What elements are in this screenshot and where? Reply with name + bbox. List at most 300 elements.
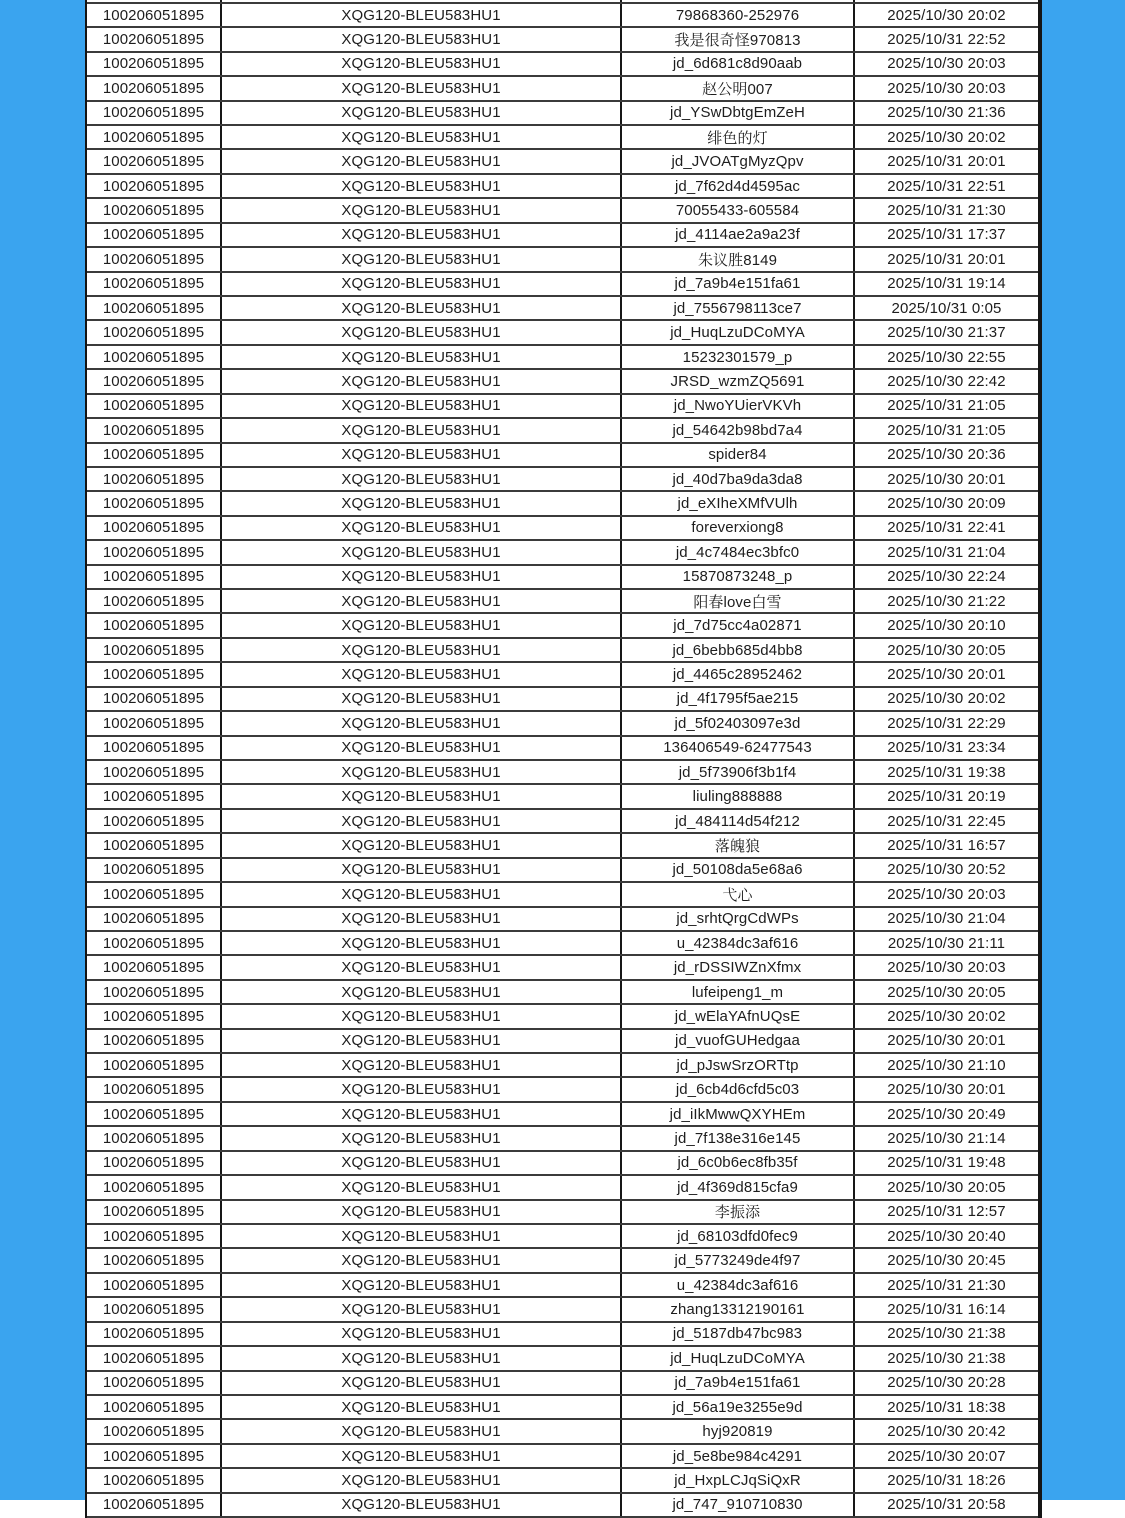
account-id-cell: 100206051895 [87, 1372, 222, 1394]
timestamp-cell: 2025/10/30 20:09 [887, 495, 1006, 513]
account-id-cell: 100206051895 [87, 1298, 222, 1320]
device-model-cell: XQG120-BLEU583HU1 [222, 1274, 622, 1296]
username-cell: jd_5187db47bc983 [622, 1323, 855, 1345]
device-model-cell: XQG120-BLEU583HU1 [222, 981, 622, 1003]
device-model-cell: XQG120-BLEU583HU1 [222, 1103, 622, 1125]
username-cell: jd_iIkMwwQXYHEm [622, 1103, 855, 1125]
timestamp-cell: 2025/10/30 20:03 [887, 55, 1006, 73]
timestamp-cell: 2025/10/31 22:51 [887, 177, 1006, 195]
account-id-cell: 100206051895 [87, 248, 222, 270]
username-cell: u_42384dc3af616 [622, 932, 855, 954]
table-row [87, 224, 1038, 248]
account-id-cell: 100206051895 [87, 102, 222, 124]
table-row [87, 199, 1038, 223]
timestamp-cell: 2025/10/30 20:49 [887, 1105, 1006, 1123]
account-id-cell: 100206051895 [87, 1176, 222, 1198]
device-model-cell: XQG120-BLEU583HU1 [222, 1396, 622, 1418]
account-id-cell: 100206051895 [87, 224, 222, 246]
timestamp-cell: 2025/10/30 20:01 [887, 666, 1006, 684]
device-model-cell: XQG120-BLEU583HU1 [222, 419, 622, 441]
timestamp-cell: 2025/10/31 19:38 [887, 763, 1006, 781]
table-row [87, 297, 1038, 321]
account-id-cell: 100206051895 [87, 834, 222, 856]
timestamp-cell: 2025/10/30 20:28 [887, 1374, 1006, 1392]
username-cell: jd_HuqLzuDCoMYA [622, 1347, 855, 1369]
timestamp-cell: 2025/10/30 21:36 [887, 104, 1006, 122]
account-id-cell: 100206051895 [87, 1127, 222, 1149]
device-model-cell: XQG120-BLEU583HU1 [222, 1372, 622, 1394]
username-cell: jd_YSwDbtgEmZeH [622, 102, 855, 124]
table-row [87, 663, 1038, 687]
account-id-cell: 100206051895 [87, 492, 222, 514]
device-model-cell: XQG120-BLEU583HU1 [222, 1176, 622, 1198]
timestamp-cell: 2025/10/31 23:34 [887, 739, 1006, 757]
timestamp-cell: 2025/10/30 20:01 [887, 1081, 1006, 1099]
table-row [87, 346, 1038, 370]
device-model-cell: XQG120-BLEU583HU1 [222, 737, 622, 759]
device-model-cell: XQG120-BLEU583HU1 [222, 785, 622, 807]
device-model-cell: XQG120-BLEU583HU1 [222, 395, 622, 417]
table-row [87, 1469, 1038, 1493]
timestamp-cell: 2025/10/30 20:05 [887, 641, 1006, 659]
account-id-cell: 100206051895 [87, 150, 222, 172]
table-row [87, 28, 1038, 52]
table-row [87, 908, 1038, 932]
account-id-cell: 100206051895 [87, 1469, 222, 1491]
username-cell: JRSD_wzmZQ5691 [622, 370, 855, 392]
table-row [87, 150, 1038, 174]
username-cell: jd_7f138e316e145 [622, 1127, 855, 1149]
device-model-cell: XQG120-BLEU583HU1 [222, 908, 622, 930]
table-row [87, 492, 1038, 516]
username-cell: jd_7a9b4e151fa61 [622, 1372, 855, 1394]
account-id-cell: 100206051895 [87, 1420, 222, 1442]
device-model-cell: XQG120-BLEU583HU1 [222, 126, 622, 148]
table-row [87, 712, 1038, 736]
username-cell: liuling888888 [622, 785, 855, 807]
account-id-cell: 100206051895 [87, 419, 222, 441]
table-row [87, 126, 1038, 150]
table-row [87, 1225, 1038, 1249]
device-model-cell: XQG120-BLEU583HU1 [222, 77, 622, 99]
timestamp-cell [855, 0, 1038, 2]
timestamp-cell: 2025/10/31 20:19 [887, 788, 1006, 806]
username-cell: jd_7d75cc4a02871 [622, 614, 855, 636]
username-cell: jd_7f62d4d4595ac [622, 175, 855, 197]
table-row [87, 541, 1038, 565]
timestamp-cell: 2025/10/30 21:37 [887, 324, 1006, 342]
username-cell: jd_7a9b4e151fa61 [622, 273, 855, 295]
device-model-cell: XQG120-BLEU583HU1 [222, 566, 622, 588]
table-row [87, 517, 1038, 541]
account-id-cell: 100206051895 [87, 541, 222, 563]
table-row [87, 1103, 1038, 1127]
timestamp-cell: 2025/10/31 21:04 [887, 543, 1006, 561]
device-model-cell: XQG120-BLEU583HU1 [222, 883, 622, 905]
timestamp-cell: 2025/10/30 20:03 [887, 79, 1006, 97]
account-id-cell: 100206051895 [87, 663, 222, 685]
table-row [87, 53, 1038, 77]
timestamp-cell: 2025/10/31 21:05 [887, 421, 1006, 439]
username-cell: jd_6d681c8d90aab [622, 53, 855, 75]
device-model-cell: XQG120-BLEU583HU1 [222, 248, 622, 270]
username-cell: jd_srhtQrgCdWPs [622, 908, 855, 930]
timestamp-cell: 2025/10/31 12:57 [887, 1203, 1006, 1221]
account-id-cell: 100206051895 [87, 321, 222, 343]
device-model-cell: XQG120-BLEU583HU1 [222, 1054, 622, 1076]
timestamp-cell: 2025/10/30 20:07 [887, 1447, 1006, 1465]
username-cell: jd_4f369d815cfa9 [622, 1176, 855, 1198]
username-cell: jd_rDSSIWZnXfmx [622, 956, 855, 978]
account-id-cell: 100206051895 [87, 175, 222, 197]
account-id-cell: 100206051895 [87, 688, 222, 710]
username-cell: jd_54642b98bd7a4 [622, 419, 855, 441]
device-model-cell: XQG120-BLEU583HU1 [222, 517, 622, 539]
timestamp-cell: 2025/10/30 20:01 [887, 470, 1006, 488]
username-cell: 赵公明007 [622, 77, 855, 99]
device-model-cell: XQG120-BLEU583HU1 [222, 468, 622, 490]
account-id-cell [87, 0, 222, 2]
account-id-cell: 100206051895 [87, 395, 222, 417]
username-cell: jd_pJswSrzORTtp [622, 1054, 855, 1076]
username-cell [622, 0, 855, 2]
account-id-cell: 100206051895 [87, 1030, 222, 1052]
device-model-cell: XQG120-BLEU583HU1 [222, 1030, 622, 1052]
timestamp-cell: 2025/10/30 20:40 [887, 1227, 1006, 1245]
table-row [87, 273, 1038, 297]
timestamp-cell: 2025/10/30 22:24 [887, 568, 1006, 586]
timestamp-cell: 2025/10/30 20:42 [887, 1423, 1006, 1441]
username-cell: jd_4c7484ec3bfc0 [622, 541, 855, 563]
account-id-cell: 100206051895 [87, 468, 222, 490]
timestamp-cell: 2025/10/30 20:02 [887, 6, 1006, 24]
timestamp-cell: 2025/10/30 22:55 [887, 348, 1006, 366]
device-model-cell: XQG120-BLEU583HU1 [222, 1494, 622, 1516]
username-cell: jd_5f02403097e3d [622, 712, 855, 734]
table-row [87, 321, 1038, 345]
account-id-cell: 100206051895 [87, 1054, 222, 1076]
timestamp-cell: 2025/10/31 21:30 [887, 202, 1006, 219]
timestamp-cell: 2025/10/31 22:52 [887, 31, 1006, 49]
account-id-cell: 100206051895 [87, 981, 222, 1003]
username-cell: 弋心 [622, 883, 855, 905]
table-row [87, 1274, 1038, 1298]
table-row [87, 810, 1038, 834]
device-model-cell: XQG120-BLEU583HU1 [222, 834, 622, 856]
device-model-cell: XQG120-BLEU583HU1 [222, 590, 622, 612]
timestamp-cell: 2025/10/31 16:14 [887, 1300, 1006, 1318]
timestamp-cell: 2025/10/30 20:10 [887, 617, 1006, 635]
device-model-cell: XQG120-BLEU583HU1 [222, 370, 622, 392]
table-row [87, 77, 1038, 101]
table-row [87, 932, 1038, 956]
username-cell: jd_6cb4d6cfd5c03 [622, 1078, 855, 1100]
device-model-cell: XQG120-BLEU583HU1 [222, 712, 622, 734]
device-model-cell: XQG120-BLEU583HU1 [222, 199, 622, 221]
table-row [87, 834, 1038, 858]
table-row [87, 1396, 1038, 1420]
username-cell: spider84 [622, 444, 855, 466]
table-row [87, 1078, 1038, 1102]
device-model-cell: XQG120-BLEU583HU1 [222, 1445, 622, 1467]
device-model-cell: XQG120-BLEU583HU1 [222, 810, 622, 832]
table-row [87, 1372, 1038, 1396]
username-cell: zhang13312190161 [622, 1298, 855, 1320]
username-cell: jd_56a19e3255e9d [622, 1396, 855, 1418]
account-id-cell: 100206051895 [87, 444, 222, 466]
device-model-cell: XQG120-BLEU583HU1 [222, 1347, 622, 1369]
username-cell: jd_40d7ba9da3da8 [622, 468, 855, 490]
device-model-cell: XQG120-BLEU583HU1 [222, 663, 622, 685]
table-row [87, 859, 1038, 883]
account-id-cell: 100206051895 [87, 1396, 222, 1418]
device-model-cell: XQG120-BLEU583HU1 [222, 1323, 622, 1345]
username-cell: 落魄狼 [622, 834, 855, 856]
table-row [87, 1494, 1038, 1518]
timestamp-cell: 2025/10/31 16:57 [887, 836, 1006, 854]
device-model-cell: XQG120-BLEU583HU1 [222, 224, 622, 246]
username-cell: jd_vuofGUHedgaa [622, 1030, 855, 1052]
account-id-cell: 100206051895 [87, 639, 222, 661]
device-model-cell: XQG120-BLEU583HU1 [222, 346, 622, 368]
device-model-cell: XQG120-BLEU583HU1 [222, 1127, 622, 1149]
username-cell: 绯色的灯 [622, 126, 855, 148]
username-cell: jd_JVOATgMyzQpv [622, 150, 855, 172]
timestamp-cell: 2025/10/30 21:14 [887, 1130, 1006, 1148]
table-row [87, 1005, 1038, 1029]
timestamp-cell: 2025/10/31 0:05 [891, 299, 1002, 317]
account-id-cell: 100206051895 [87, 712, 222, 734]
username-cell: lufeipeng1_m [622, 981, 855, 1003]
timestamp-cell: 2025/10/31 18:26 [887, 1471, 1006, 1489]
device-model-cell: XQG120-BLEU583HU1 [222, 321, 622, 343]
table-row [87, 737, 1038, 761]
timestamp-cell: 2025/10/30 20:45 [887, 1252, 1006, 1270]
timestamp-cell: 2025/10/31 22:41 [887, 519, 1006, 537]
table-row [87, 248, 1038, 272]
device-model-cell: XQG120-BLEU583HU1 [222, 761, 622, 783]
account-id-cell: 100206051895 [87, 883, 222, 905]
username-cell: 79868360-252976 [622, 4, 855, 26]
device-model-cell: XQG120-BLEU583HU1 [222, 273, 622, 295]
account-id-cell: 100206051895 [87, 1494, 222, 1516]
table-row [87, 639, 1038, 663]
device-model-cell: XQG120-BLEU583HU1 [222, 932, 622, 954]
username-cell: jd_6c0b6ec8fb35f [622, 1152, 855, 1174]
table-row [87, 614, 1038, 638]
device-model-cell: XQG120-BLEU583HU1 [222, 1420, 622, 1442]
username-cell: jd_68103dfd0fec9 [622, 1225, 855, 1247]
table-row [87, 590, 1038, 614]
account-id-cell: 100206051895 [87, 908, 222, 930]
device-model-cell: XQG120-BLEU583HU1 [222, 102, 622, 124]
timestamp-cell: 2025/10/30 20:05 [887, 1178, 1006, 1196]
device-model-cell: XQG120-BLEU583HU1 [222, 297, 622, 319]
account-id-cell: 100206051895 [87, 370, 222, 392]
account-id-cell: 100206051895 [87, 1225, 222, 1247]
table-row [87, 1054, 1038, 1078]
table-row [87, 1347, 1038, 1371]
username-cell: jd_484114d54f212 [622, 810, 855, 832]
username-cell: jd_eXIheXMfVUlh [622, 492, 855, 514]
device-model-cell: XQG120-BLEU583HU1 [222, 1298, 622, 1320]
device-model-cell: XQG120-BLEU583HU1 [222, 614, 622, 636]
timestamp-cell: 2025/10/30 21:38 [887, 1325, 1006, 1343]
timestamp-cell: 2025/10/30 21:04 [887, 910, 1006, 928]
timestamp-cell: 2025/10/31 18:38 [887, 1398, 1006, 1416]
account-id-cell: 100206051895 [87, 810, 222, 832]
username-cell: 李振添 [622, 1201, 855, 1223]
timestamp-cell: 2025/10/31 21:30 [887, 1276, 1006, 1294]
device-model-cell: XQG120-BLEU583HU1 [222, 1201, 622, 1223]
account-id-cell: 100206051895 [87, 932, 222, 954]
account-id-cell: 100206051895 [87, 1152, 222, 1174]
account-id-cell: 100206051895 [87, 1005, 222, 1027]
username-cell: hyj920819 [622, 1420, 855, 1442]
table-row [87, 566, 1038, 590]
device-model-cell: XQG120-BLEU583HU1 [222, 859, 622, 881]
username-cell: 我是很奇怪970813 [622, 28, 855, 50]
account-id-cell: 100206051895 [87, 1078, 222, 1100]
table-row [87, 785, 1038, 809]
timestamp-cell: 2025/10/30 20:02 [887, 690, 1006, 708]
timestamp-cell: 2025/10/31 19:14 [887, 275, 1006, 293]
table-row [87, 1249, 1038, 1273]
timestamp-cell: 2025/10/30 21:22 [887, 592, 1006, 610]
timestamp-cell: 2025/10/30 20:05 [887, 983, 1006, 1001]
account-id-cell: 100206051895 [87, 1201, 222, 1223]
account-id-cell: 100206051895 [87, 785, 222, 807]
table-row [87, 1127, 1038, 1151]
device-model-cell: XQG120-BLEU583HU1 [222, 639, 622, 661]
device-model-cell: XQG120-BLEU583HU1 [222, 688, 622, 710]
table-row [87, 1176, 1038, 1200]
account-id-cell: 100206051895 [87, 346, 222, 368]
timestamp-cell: 2025/10/30 21:38 [887, 1349, 1006, 1367]
account-id-cell: 100206051895 [87, 77, 222, 99]
device-model-cell: XQG120-BLEU583HU1 [222, 150, 622, 172]
timestamp-cell: 2025/10/30 20:02 [887, 1007, 1006, 1025]
account-id-cell: 100206051895 [87, 297, 222, 319]
device-model-cell: XQG120-BLEU583HU1 [222, 28, 622, 50]
device-model-cell: XQG120-BLEU583HU1 [222, 53, 622, 75]
account-id-cell: 100206051895 [87, 1347, 222, 1369]
account-id-cell: 100206051895 [87, 761, 222, 783]
account-id-cell: 100206051895 [87, 1249, 222, 1271]
table-row [87, 419, 1038, 443]
account-id-cell: 100206051895 [87, 1103, 222, 1125]
account-id-cell: 100206051895 [87, 614, 222, 636]
account-id-cell: 100206051895 [87, 53, 222, 75]
username-cell: jd_4114ae2a9a23f [622, 224, 855, 246]
account-id-cell: 100206051895 [87, 273, 222, 295]
username-cell: jd_wElaYAfnUQsE [622, 1005, 855, 1027]
table-row [87, 395, 1038, 419]
account-id-cell: 100206051895 [87, 126, 222, 148]
username-cell: 阳春love白雪 [622, 590, 855, 612]
account-id-cell: 100206051895 [87, 28, 222, 50]
username-cell: 15870873248_p [622, 566, 855, 588]
username-cell: jd_5f73906f3b1f4 [622, 761, 855, 783]
table-row [87, 1030, 1038, 1054]
username-cell: foreverxiong8 [622, 517, 855, 539]
table-row [87, 1298, 1038, 1322]
timestamp-cell: 2025/10/31 20:58 [887, 1496, 1006, 1514]
account-id-cell: 100206051895 [87, 737, 222, 759]
account-id-cell: 100206051895 [87, 1323, 222, 1345]
timestamp-cell: 2025/10/30 20:02 [887, 128, 1006, 146]
table-row [87, 688, 1038, 712]
timestamp-cell: 2025/10/30 20:03 [887, 959, 1006, 977]
device-model-cell: XQG120-BLEU583HU1 [222, 1005, 622, 1027]
device-model-cell: XQG120-BLEU583HU1 [222, 444, 622, 466]
timestamp-cell: 2025/10/30 20:36 [887, 446, 1006, 464]
device-model-cell: XQG120-BLEU583HU1 [222, 175, 622, 197]
timestamp-cell: 2025/10/31 19:48 [887, 1154, 1006, 1172]
device-model-cell: XQG120-BLEU583HU1 [222, 541, 622, 563]
username-cell: jd_4465c28952462 [622, 663, 855, 685]
account-id-cell: 100206051895 [87, 566, 222, 588]
table-row [87, 4, 1038, 28]
username-cell: jd_NwoYUierVKVh [622, 395, 855, 417]
table-row [87, 468, 1038, 492]
timestamp-cell: 2025/10/31 21:05 [887, 397, 1006, 415]
table-row [87, 761, 1038, 785]
timestamp-cell: 2025/10/30 21:10 [887, 1056, 1006, 1074]
table-row [87, 1420, 1038, 1444]
timestamp-cell: 2025/10/31 22:45 [887, 812, 1006, 830]
table-row [87, 981, 1038, 1005]
username-cell: 朱议胜8149 [622, 248, 855, 270]
timestamp-cell: 2025/10/30 21:11 [887, 934, 1006, 952]
username-cell: jd_5e8be984c4291 [622, 1445, 855, 1467]
table-row [87, 883, 1038, 907]
table-row [87, 1323, 1038, 1347]
username-cell: jd_5773249de4f97 [622, 1249, 855, 1271]
username-cell: u_42384dc3af616 [622, 1274, 855, 1296]
account-id-cell: 100206051895 [87, 1274, 222, 1296]
table-row [87, 1445, 1038, 1469]
account-id-cell: 100206051895 [87, 956, 222, 978]
table-row [87, 956, 1038, 980]
table-row [87, 1201, 1038, 1225]
account-id-cell: 100206051895 [87, 590, 222, 612]
device-model-cell: XQG120-BLEU583HU1 [222, 1249, 622, 1271]
device-model-cell: XQG120-BLEU583HU1 [222, 1078, 622, 1100]
username-cell: jd_HuqLzuDCoMYA [622, 321, 855, 343]
username-cell: jd_50108da5e68a6 [622, 859, 855, 881]
timestamp-cell: 2025/10/30 20:03 [887, 885, 1006, 903]
account-id-cell: 100206051895 [87, 199, 222, 221]
device-model-cell: XQG120-BLEU583HU1 [222, 1469, 622, 1491]
device-model-cell: XQG120-BLEU583HU1 [222, 1152, 622, 1174]
device-model-cell: XQG120-BLEU583HU1 [222, 956, 622, 978]
username-cell: jd_HxpLCJqSiQxR [622, 1469, 855, 1491]
account-id-cell: 100206051895 [87, 4, 222, 26]
username-cell: jd_747_910710830 [622, 1494, 855, 1516]
table-row [87, 1152, 1038, 1176]
account-id-cell: 100206051895 [87, 1445, 222, 1467]
device-model-cell [222, 0, 622, 2]
username-cell: jd_7556798113ce7 [622, 297, 855, 319]
table-row [87, 370, 1038, 394]
username-cell: jd_6bebb685d4bb8 [622, 639, 855, 661]
username-cell: 136406549-62477543 [622, 737, 855, 759]
table-row [87, 444, 1038, 468]
table-row [87, 102, 1038, 126]
timestamp-cell: 2025/10/30 20:01 [887, 1032, 1006, 1050]
timestamp-cell: 2025/10/31 20:01 [887, 153, 1006, 171]
